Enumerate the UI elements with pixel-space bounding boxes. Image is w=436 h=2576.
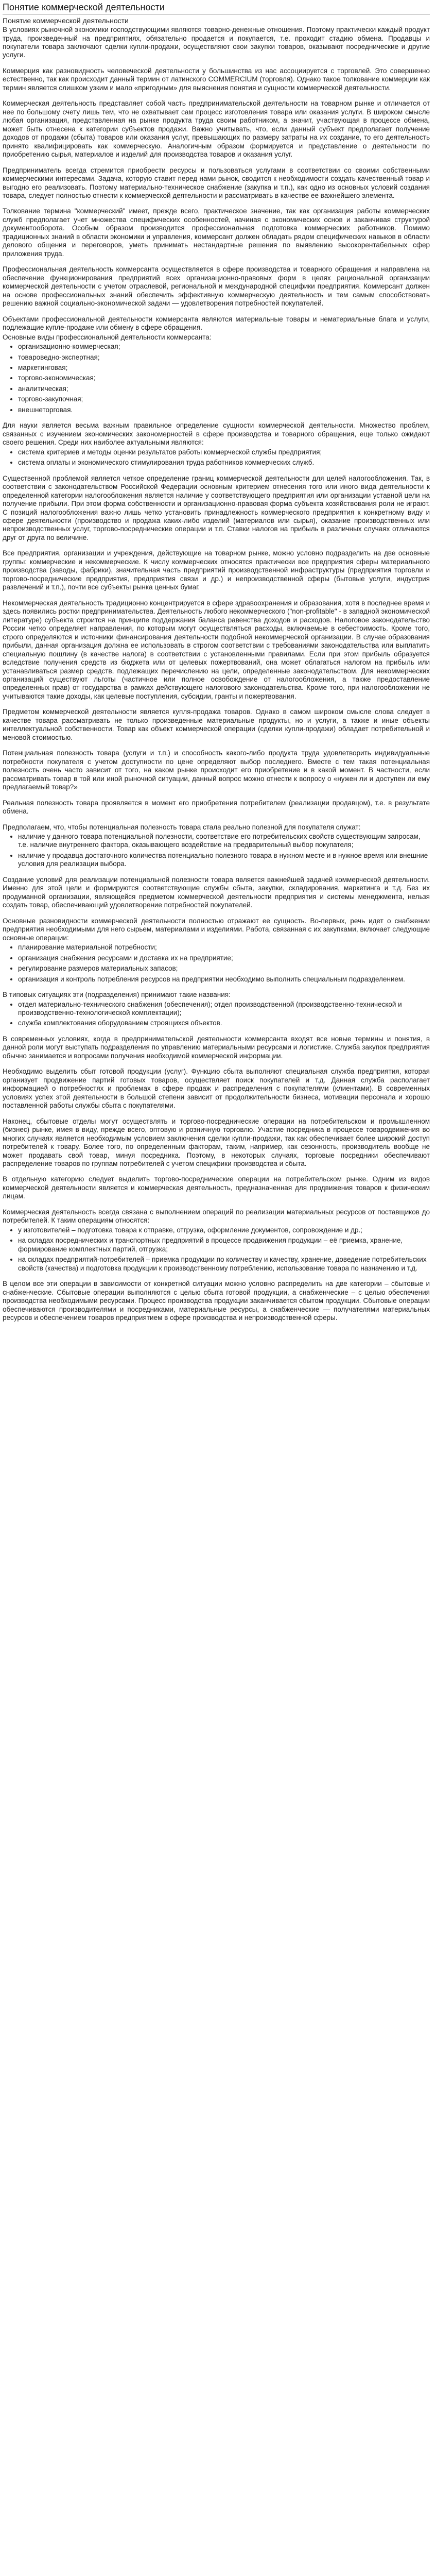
- paragraph: Толкование термина "коммерческий" имеет, прежде всего, практическое значение, так как организация работы коммерческих служб предполагает учет множества специфических особенностей, начиная с экономических основ и заканчивая структурой документооборота. Особым образом производится профессиональная подготовка коммерческих работников. Помимо традиционных знаний в области экономики и управления, коммерсант должен обладать рядом специфических навыков в области делового общения и переговоров, уметь принимать нестандартные решения по выявлению высокорентабельных сфер приложения труда.: [3, 207, 430, 258]
- paragraph: Предприниматель всегда стремится приобрести ресурсы и пользоваться услугами в соответствии со своими собственными коммерческими интересами. Задача, которую ставит перед нами рынок, сводится к необходимости создать качественный товар и выгодно его реализовать. Поэтому материально-техническое снабжение (закупка и т.п.), как одно из основных условий создания товара, следует полностью отнести к коммерческой деятельности и рассматривать в качестве ее важнейшего элемента.: [3, 166, 430, 199]
- paragraph: Создание условий для реализации потенциальной полезности товара является важнейшей задачей коммерческой деятельности. Именно для этой цели и формируются соответствующие службы сбыта, закупки, складирования, маркетинга и т.д. Без их продуманной организации, являющейся предметом коммерческой деятельности предприятия и системы менеджмента, нельзя создать товар, обеспечивающий удовлетворение потребностей покупателей.: [3, 875, 430, 909]
- paragraph: Основные разновидности коммерческой деятельности полностью отражают ее сущность. Во-первых, речь идет о снабжении предприятия необходимыми для него сырьем, материалами и изделиями. Работа, связанная с их закупками, включает следующие основные операции:: [3, 917, 430, 942]
- list-item: • торгово-экономическая;: [18, 374, 430, 382]
- list-item: • регулирование размеров материальных запасов;: [18, 964, 430, 973]
- procurement-operations-list: [3, 943, 430, 984]
- paragraph: Некоммерческая деятельность традиционно концентрируется в сфере здравоохранения и образования, хотя в последнее время и здесь появились ростки предпринимательства. Деятельность любого некоммерческого ("non-profitable" - в западной экономической литературе) субъекта строится на принципе поддержания баланса равенства доходов и расходов. Налоговое законодательство России четко определяет направления, по которым могут осуществляться расходы, включаемые в себестоимость. Кроме того, строго определяются и источники финансирования деятельности подобной некоммерческой организации. В случае образования прибыли, данная организация должна ее использовать в строгом соответствии с требованиями законодательства или выплатить специальную пошлину (в качестве налога) в соответствии с установленными правилами. Если при этом прибыль образуется вследствие получения средств из бюджета или от целевых пожертвований, она может облагаться налогом на прибыль или устанавливаться размер средств, подлежащих перечислению на цели, определенные законодательством. Для некоммерческих организаций существуют льготы (частичное или полное освобождение от налогообложения, а также предоставление определенных прав) от государства в рамках действующего налогового законодательства. Кроме того, при налогообложении не учитываются такие доходы, как целевые поступления, субсидии, гранты и пожертвования.: [3, 599, 430, 700]
- list-item: • на складах предприятий-потребителей – приемка продукции по количеству и качеству, хранение, доведение потребительских свойств (качества) и подготовка продукции к производственному потреблению, использование товара по назначению и т.д.: [18, 1256, 430, 1273]
- paragraph: Основные виды профессиональной деятельности коммерсанта:: [3, 333, 212, 341]
- list-item: • аналитическая;: [18, 385, 430, 393]
- section-subtitle: Понятие коммерческой деятельности: [3, 16, 129, 25]
- paragraph: Предметом коммерческой деятельности является купля-продажа товаров. Однако в самом широком смысле слова следует в качестве товара рассматривать не только произведенные материальные продукты, но и услуги, а также и иные объекты интеллектуальной собственности. Товар как объект коммерческой операции (сделки купли-продажи) обладает потребительной и меновой стоимостью.: [3, 708, 430, 741]
- paragraph: В типовых ситуациях эти (подразделения) принимают такие названия:: [3, 991, 231, 999]
- paragraph: Реальная полезность товара проявляется в момент его приобретения потребителем (реализации продавцом), т.е. в результате обмена.: [3, 799, 430, 816]
- list-item: • у изготовителей – подготовка товара к отправке, отгрузка, оформление документов, сопровождение и др.;: [18, 1226, 430, 1234]
- logistics-operations-list: [3, 1226, 430, 1273]
- paragraph: Объектами профессиональной деятельности коммерсанта являются материальные товары и нематериальные блага и услуги, подлежащие купле-продаже или обмену в сфере обращения.: [3, 315, 430, 332]
- paragraph: Наконец, сбытовые отделы могут осуществлять и торгово-посреднические операции на потребительском и промышленном (бизнес) рынке, имея в виду, прежде всего, оптовую и розничную торговлю. Участие посредника в процессе товародвижения во многих случаях является необходимым условием заключения сделки купли-продажи, так как обеспечивает более широкий доступ потребителей к товару. Более того, по определенным факторам, таким, например, как сезонность, производитель вообще не может продавать свой товар, минуя посредника. Поэтому, в некоторых случаях, торговые посредники обеспечивают распределение товаров по группам потребителей с учетом специфики производства и сбыта.: [3, 1117, 430, 1167]
- list-item: • система оплаты и экономического стимулирования труда работников коммерческих служб.: [18, 459, 430, 467]
- department-names-list: [3, 1001, 430, 1028]
- activity-types-list: [3, 343, 430, 414]
- paragraph: Для науки является весьма важным правильное определение сущности коммерческой деятельности. Множество проблем, связанных с изучением экономических закономерностей в сфере производства и товарного обращения, еще только ожидают своего решения. Среди них наиболее актуальными являются:: [3, 421, 430, 447]
- paragraph: Коммерция как разновидность человеческой деятельности у большинства из нас ассоциируется с торговлей. Это совершенно естественно, так как происходит данный термин от латинского COMMERCIUM (торговля). Однако такое толкование коммерции как термин является слишком узким и мало «пригодным» для выяснения понятия и сущности коммерческой деятельности.: [3, 66, 430, 92]
- list-item: • планирование материальной потребности;: [18, 943, 430, 952]
- paragraph: В современных условиях, когда в предпринимательской деятельности коммерсанта входят все новые термины и понятия, в данной роли могут выступать подразделения по управлению материальными ресурсами и логистике. Служба закупок предприятия обычно занимается и вопросами получения необходимой коммерческой информации.: [3, 1035, 430, 1060]
- paragraph: Профессиональная деятельность коммерсанта осуществляется в сфере производства и товарного обращения и направлена на обеспечение функционирования предприятий всех организационно-правовых форм в целях рациональной организации коммерческой деятельности с учетом отраслевой, региональной и международной специфики предприятия. Коммерсант должен на основе профессиональных знаний обеспечить эффективную коммерческую деятельность и тем самым способствовать решению важной социально-экономической задачи — удовлетворения потребностей покупателей.: [3, 265, 430, 308]
- paragraph: Коммерческая деятельность всегда связана с выполнением операций по реализации материальных ресурсов от поставщиков до потребителей. К таким операциям относятся:: [3, 1208, 430, 1225]
- paragraph: Предполагаем, что, чтобы потенциальная полезность товара стала реально полезной для покупателя служат:: [3, 823, 361, 831]
- list-item: • маркетинговая;: [18, 364, 430, 372]
- list-item: • на складах посреднических и транспортных предприятий в процессе продвижения продукции – её приемка, хранение, формирование комплектных партий, отгрузка;: [18, 1236, 430, 1253]
- list-item: • наличие у данного товара потенциальной полезности, соответствие его потребительских свойств существующим запросам, т.е. наличие внутреннего фактора, оказывающего воздействие на предварительный выбор покупателя;: [18, 833, 430, 850]
- list-item: • торгово-закупочная;: [18, 395, 430, 403]
- paragraph: Необходимо выделить сбыт готовой продукции (услуг). Функцию сбыта выполняют специальная служба предприятия, которая организует продвижение партий готовых товаров, осуществляет поиск покупателей и т.д. Данная служба располагает информацией о потребностях и проблемах в сфере продаж и распределения с покупателями (клиентами). В современных условиях успех этой деятельности в большой степени зависит от продолжительности бизнеса, мотивации персонала и хорошо поставленной работы службы сбыта с покупателями.: [3, 1067, 430, 1110]
- page-title: Понятие коммерческой деятельности: [3, 2, 430, 15]
- paragraph: Коммерческая деятельность представляет собой часть предпринимательской деятельности на товарном рынке и отличается от нее по большому счету лишь тем, что не охватывает сам процесс изготовления товара или оказания услуги. В широком смысле любая организация, представленная на рынке продукта труда своим работником, а значит, участвующая в процессе обмена, может быть отнесена к категории субъектов продажи. Важно учитывать, что, если данный субъект предполагает получение доходов от продажи (сбыта) товаров или оказания услуг, превышающих по размеру затраты на их создание, то его деятельность принято квалифицировать как коммерческую. Аналогичным образом формируется и представление о деятельности по приобретению сырья, материалов и изделий для производства товаров и оказания услуг.: [3, 99, 430, 159]
- paragraph: В условиях рыночной экономики господствующими являются товарно-денежные отношения. Поэтому практически каждый продукт труда, произведенный на предприятиях, обязательно продается и покупается, т.е. проходит стадию обмена. Продавцы и покупатели товара заключают сделки купли-продажи, осуществляют свои закупки товаров, оказывают посреднические и другие услуги.: [3, 26, 430, 59]
- list-item: • система критериев и методы оценки результатов работы коммерческой службы предприятия;: [18, 448, 430, 456]
- paragraph: Потенциальная полезность товара (услуги и т.п.) и способность какого-либо продукта труда удовлетворить индивидуальные потребности покупателя с учетом доступности по цене определяют выбор последнего. Вместе с тем такая потенциальная полезность очень часто зависит от того, на каком рынке происходит его приобретение и в какой момент. В частности, если рассматривать товар в той или иной рыночной ситуации, данный вопрос можно отнести к вопросу о «нужен ли и доступен ли ему предлагаемый товар?»: [3, 749, 430, 791]
- paragraph: Существенной проблемой является четкое определение границ коммерческой деятельности для целей налогообложения. Так, в соответствии с законодательством Российской Федерации основным критерием отнесения того или иного вида деятельности к определенной категории налогообложения является наличие у соответствующего предприятия или организации уставной цели на получение прибыли. При этом форма собственности и организационно-правовая форма субъекта хозяйствования роли не играют. С позиций налогообложения важно лишь четко установить принадлежность коммерческого предприятия к конкретному виду и сфере деятельности (производство и продажа каких-либо изделий (материалов или сырья), оказание производственных или непроизводственных услуг, торгово-посреднические операции и т.п. Ставки налогов на прибыль в различных случаях отличаются друг от друга по величине.: [3, 474, 430, 541]
- list-item: • служба комплектования оборудованием строящихся объектов.: [18, 1019, 430, 1027]
- paragraph: Все предприятия, организации и учреждения, действующие на товарном рынке, можно условно подразделить на две основные группы: коммерческие и некоммерческие. К числу коммерческих относятся практически все предприятия сферы материального производства (заводы, фабрики), значительная часть предприятий производственной инфраструктуры (предприятия торговли и торгово-посреднические предприятия, предприятия связи и др.) и непроизводственной сферы (бытовые услуги, индустрия развлечений и т.п.), почти все субъекты рынка ценных бумаг.: [3, 549, 430, 591]
- list-item: • отдел материально-технического снабжения (обеспечения); отдел производственной (производственно-технической и производственно-технологической комплектации);: [18, 1001, 430, 1018]
- list-item: • организационно-коммерческая;: [18, 343, 430, 351]
- problems-list: [3, 448, 430, 467]
- list-item: • наличие у продавца достаточного количества потенциально полезного товара в нужном месте и в нужное время или внешние условия для реализации выбора.: [18, 852, 430, 869]
- paragraph: В отдельную категорию следует выделить торгово-посреднические операции на потребительском рынке. Одним из видов коммерческой деятельности является и коммерческая деятельность, предназначенная для продвижения товаров к физическим лицам.: [3, 1175, 430, 1200]
- list-item: • внешнеторговая.: [18, 406, 430, 414]
- utility-conditions-list: [3, 833, 430, 869]
- list-item: • организация и контроль потребления ресурсов на предприятии необходимо выполнить специальным подразделением.: [18, 975, 430, 984]
- paragraph: В целом все эти операции в зависимости от конкретной ситуации можно условно распределить на две категории – сбытовые и снабженческие. Сбытовые операции выполняются с целью сбыта готовой продукции, а снабженческие – с целью обеспечения производства необходимыми ресурсами. Процесс производства продукции заканчивается сбытом продукции. Сбытовые операции обеспечиваются производителями и посредниками, материальные ресурсы, а снабженческие — получателями материальных ресурсов и обеспечением товаров предприятием в сфере производства и непроизводственной сферы.: [3, 1280, 430, 1322]
- list-item: • организация снабжения ресурсами и доставка их на предприятие;: [18, 954, 430, 962]
- list-item: • товароведно-экспертная;: [18, 353, 430, 362]
